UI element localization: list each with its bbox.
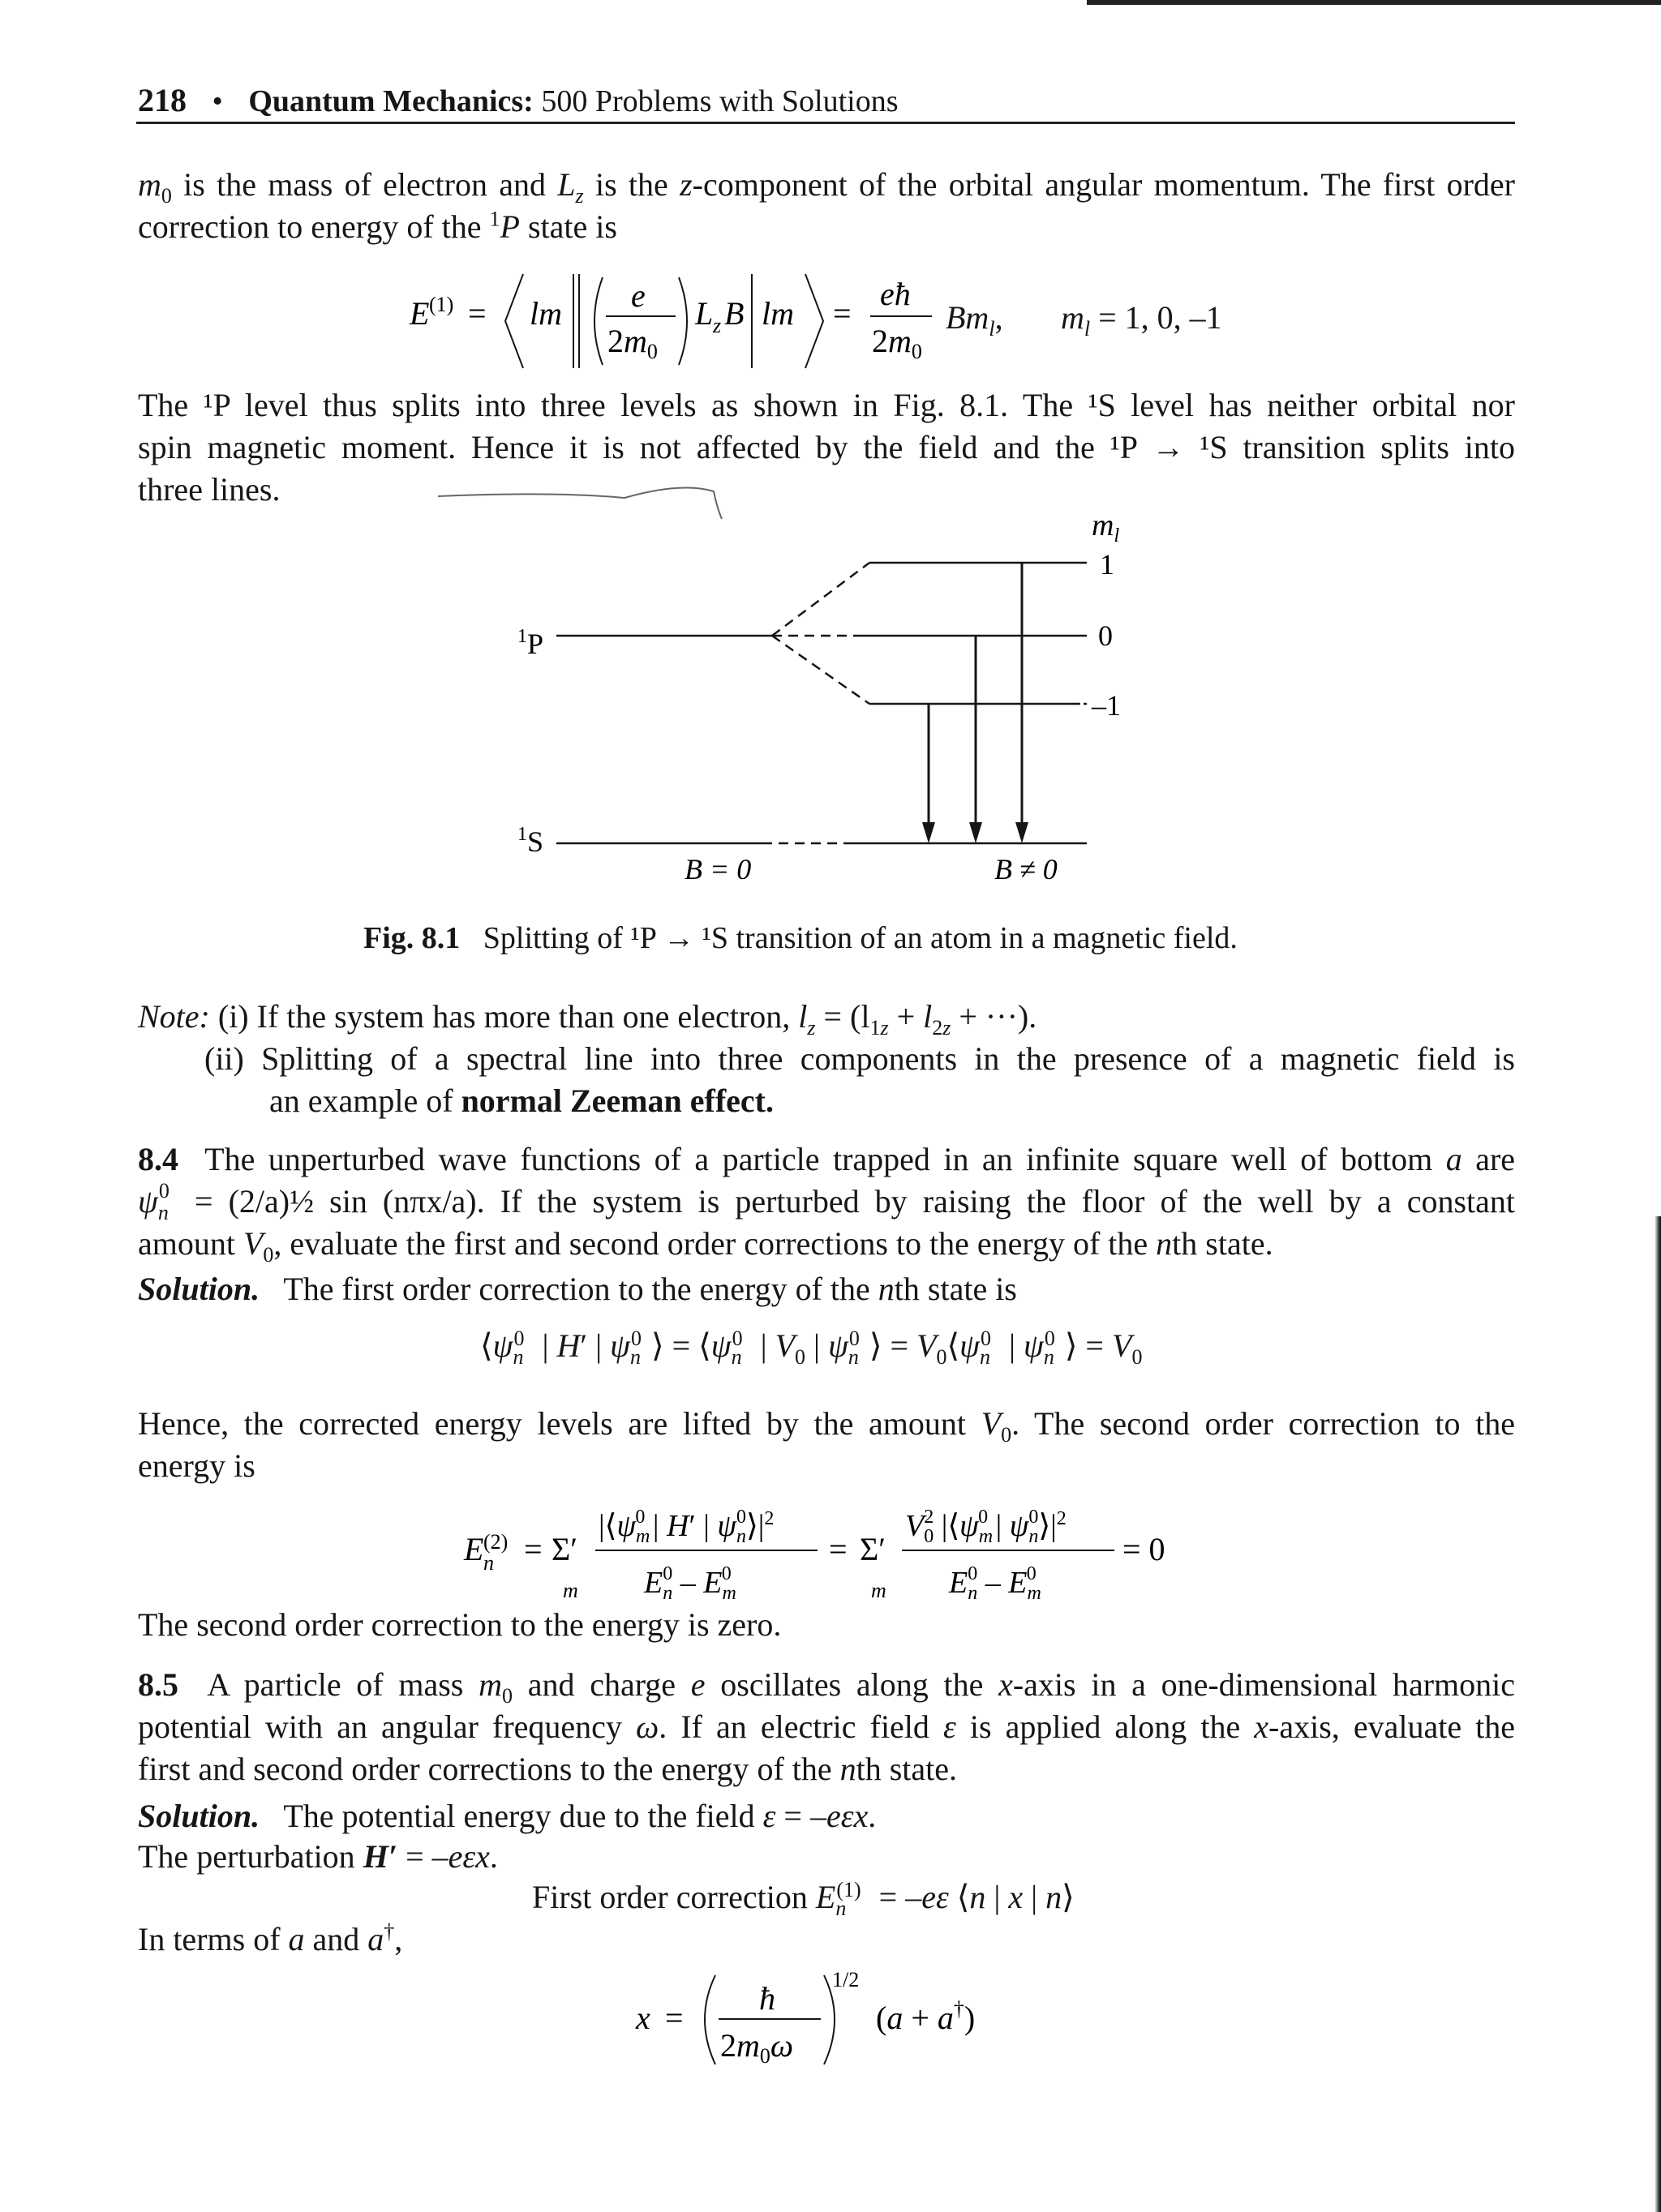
conclusion-8-4: The second order correction to the energy is zero. [138, 1606, 782, 1643]
split-para-line-2: spin magnetic moment. Hence it is not affected by the field and the ¹P → ¹S transition splits into [138, 429, 1515, 465]
problem-8-4-solution: Solution. The first order correction to the energy of the nth state is [138, 1271, 1017, 1307]
svg-text:(1): (1) [429, 293, 454, 316]
svg-text:=: = [833, 295, 852, 332]
solution-label-8-5: Solution. [138, 1798, 260, 1834]
svg-text:lm: lm [530, 295, 562, 332]
intro-text-d: correction to energy of the [138, 208, 482, 245]
book-title: Quantum Mechanics: [248, 84, 534, 118]
page-edge-shadow [1655, 1216, 1661, 2212]
note-item-1-text: (i) If the system has more than one electron, [217, 998, 791, 1035]
arrow-head-minus1 [922, 822, 935, 843]
lower-state-superscript: 1 [517, 824, 527, 845]
x-operator-graphic [633, 1962, 1038, 2076]
svg-text:E: E [410, 295, 430, 332]
svg-text:=: = [829, 1531, 848, 1567]
terms-line: In terms of a and a†, [138, 1919, 403, 1957]
book-subtitle: 500 Problems with Solutions [541, 84, 899, 118]
hence-line-1: Hence, the corrected energy levels are lifted by the amount $V_0$. The second order correction to the [138, 1405, 1516, 1447]
problem-8-5-number: 8.5 [138, 1666, 178, 1703]
svg-text:ħ: ħ [759, 1980, 775, 2017]
svg-text:= 0: = 0 [1122, 1531, 1165, 1567]
svg-text:eħ: eħ [880, 276, 911, 312]
svg-text:En0 – Em0: $E_n0 - E_m0$ [949, 1563, 1041, 1604]
equation-second-order [459, 1492, 1189, 1622]
intro-text-a: is the mass of electron and [183, 166, 547, 203]
svg-text:1/2: 1/2 [832, 1968, 860, 1991]
equation-x-operator [633, 1962, 1038, 2084]
intro-line-1: $m_0$ is the mass of electron and $L_z$ is the z-component of the orbital angular momentum. The first order [138, 166, 1515, 208]
problem-8-5-line-2: potential with an angular frequency ω. If an electric field ε is applied along the x-axis, evaluate the [138, 1708, 1516, 1745]
first-order-correction-line: First order correction $E_n^{(1)} = -e\varepsilon$ ⟨n | x | n⟩ [532, 1877, 1075, 1920]
problem-8-4-line-1: 8.4 The unperturbed wave functions of a particle trapped in an infinite square well of bottom a are [138, 1141, 1516, 1177]
figure-caption [363, 920, 1238, 956]
caption-label: Fig. 8.1 [363, 921, 461, 955]
ml-values: = 1, 0, –1 [1098, 299, 1222, 336]
svg-text:V02 |⟨ψm0 | ψn0⟩|2: $V_02$ $|⟨\psi_m0$ | $\psi_n0⟩|^2$ [905, 1507, 1067, 1547]
svg-text:2m0: $2m_0$ [872, 323, 922, 363]
pencil-mark [438, 488, 722, 520]
svg-text:Σ′: Σ′ [860, 1531, 886, 1567]
svg-text:n: n [483, 1551, 494, 1575]
ml-header: $m_l$ [1092, 508, 1120, 547]
ml-constraint: $m_l = 1$, 0, –1 [1061, 299, 1222, 341]
svg-text:m: m [871, 1579, 886, 1602]
problem-8-4-number: 8.4 [138, 1141, 178, 1177]
upper-state-superscript: 1 [517, 626, 527, 647]
split-dash-down [772, 636, 869, 704]
svg-text:lm: lm [762, 295, 794, 332]
problem-8-4-line-2: $\psi_n^0$ = (2/a)½ sin (nπx/a). If the system is perturbed by raising the floor of the well by a constant [138, 1178, 1516, 1224]
intro-text-c: -component of the orbital angular momentum. The first order [692, 166, 1515, 203]
note-item-2-line-1: (ii) Splitting of a spectral line into three components in the presence of a magnetic field is [204, 1040, 1515, 1077]
svg-text:=: = [524, 1531, 543, 1567]
page-number: 218 [138, 82, 187, 118]
problem-8-5-solution: Solution. The potential energy due to the field ε = –eεx. [138, 1798, 877, 1834]
svg-text:Σ′: Σ′ [552, 1531, 578, 1567]
problem-8-4-line-3: amount $V_0$, evaluate the first and second order corrections to the energy of the nth state. [138, 1225, 1273, 1267]
svg-text:B: B [724, 295, 745, 332]
ml-label-minus1: –1 [1092, 689, 1121, 722]
note-label: Note: [138, 998, 210, 1035]
intro-text-e: state is [527, 208, 617, 245]
svg-text:z: z [713, 314, 722, 337]
equation-first-order-8-4: $⟨\psi_n^0$ | H′ | $\psi_n^0$ ⟩ = $⟨\psi_n^0$ | $V_0$ | $\psi_n^0$ ⟩ = $V_0⟨\psi_n^0$ | $\psi_n^0$ ⟩ = $V_0$ [480, 1326, 1143, 1369]
note-item-1: Note: (i) If the system has more than one electron, $l_z = (l_{1z} + l_{2z}$ + ···). [138, 998, 1037, 1040]
svg-text:e: e [631, 277, 646, 314]
hence-line-2: energy is [138, 1447, 255, 1484]
split-para-line-3: three lines. [138, 471, 281, 508]
normal-zeeman-bold: normal Zeeman effect. [461, 1082, 774, 1119]
svg-text:E: E [464, 1531, 484, 1567]
svg-text:2m0: $2m_0$ [607, 323, 658, 363]
svg-text:=: = [468, 295, 487, 332]
split-para-line-1: The ¹P level thus splits into three levels as shown in Fig. 8.1. The ¹S level has neither orbital nor [138, 387, 1515, 423]
zeeman-figure [0, 0, 1661, 941]
ml-symbol: m [1061, 299, 1084, 336]
ml-label-0: 0 [1098, 619, 1113, 652]
ml-label-1: 1 [1100, 548, 1114, 581]
svg-text:x: x [636, 2000, 650, 2036]
arrow-head-0 [969, 822, 982, 843]
solution-label-8-4: Solution. [138, 1271, 260, 1307]
second-order-equation-graphic [459, 1492, 1189, 1614]
svg-text:L: L [695, 295, 714, 332]
split-dash-up [772, 563, 869, 636]
intro-line-2: correction to energy of the $^1$P state is [138, 207, 617, 245]
rhs-bm: Bm [946, 299, 989, 336]
arrow-head-plus1 [1015, 822, 1028, 843]
note-item-2-line-2: an example of normal Zeeman effect. [269, 1082, 774, 1119]
label-field-off: B = 0 [685, 853, 752, 885]
lower-state-label: S [527, 825, 544, 858]
svg-text:En0 – Em0: $E_n0 - E_m0$ [644, 1563, 736, 1604]
svg-text:m: m [563, 1579, 578, 1602]
transition-arrows [929, 563, 1022, 825]
caption-text: Splitting of ¹P → ¹S transition of an atom in a magnetic field. [483, 921, 1238, 955]
svg-text:(2): (2) [483, 1530, 509, 1554]
header-bullet: • [212, 84, 223, 118]
problem-8-5-line-1: 8.5 A particle of mass $m_0$ and charge e oscillates along the x-axis in a one-dimensional harmonic [138, 1666, 1516, 1708]
upper-state-label: P [527, 628, 544, 660]
intro-text-b: is the [594, 166, 668, 203]
svg-text:(a + a†): (a + a†) [876, 1997, 976, 2036]
svg-text:|⟨ψm0 | H′ | ψn0⟩|2: $|⟨\psi_m0$ | H′ | $\psi_n0⟩|^2$ [599, 1507, 775, 1547]
perturbation-line: The perturbation H′ = –eεx. [138, 1838, 498, 1875]
problem-8-5-line-3: first and second order corrections to the energy of the nth state. [138, 1751, 958, 1787]
svg-text:2m0ω: $2m_0\omega$ [720, 2027, 794, 2068]
svg-text:=: = [665, 2000, 684, 2036]
first-order-rhs: $Bm_l$, [946, 299, 1003, 341]
label-field-on: B ≠ 0 [994, 853, 1058, 885]
